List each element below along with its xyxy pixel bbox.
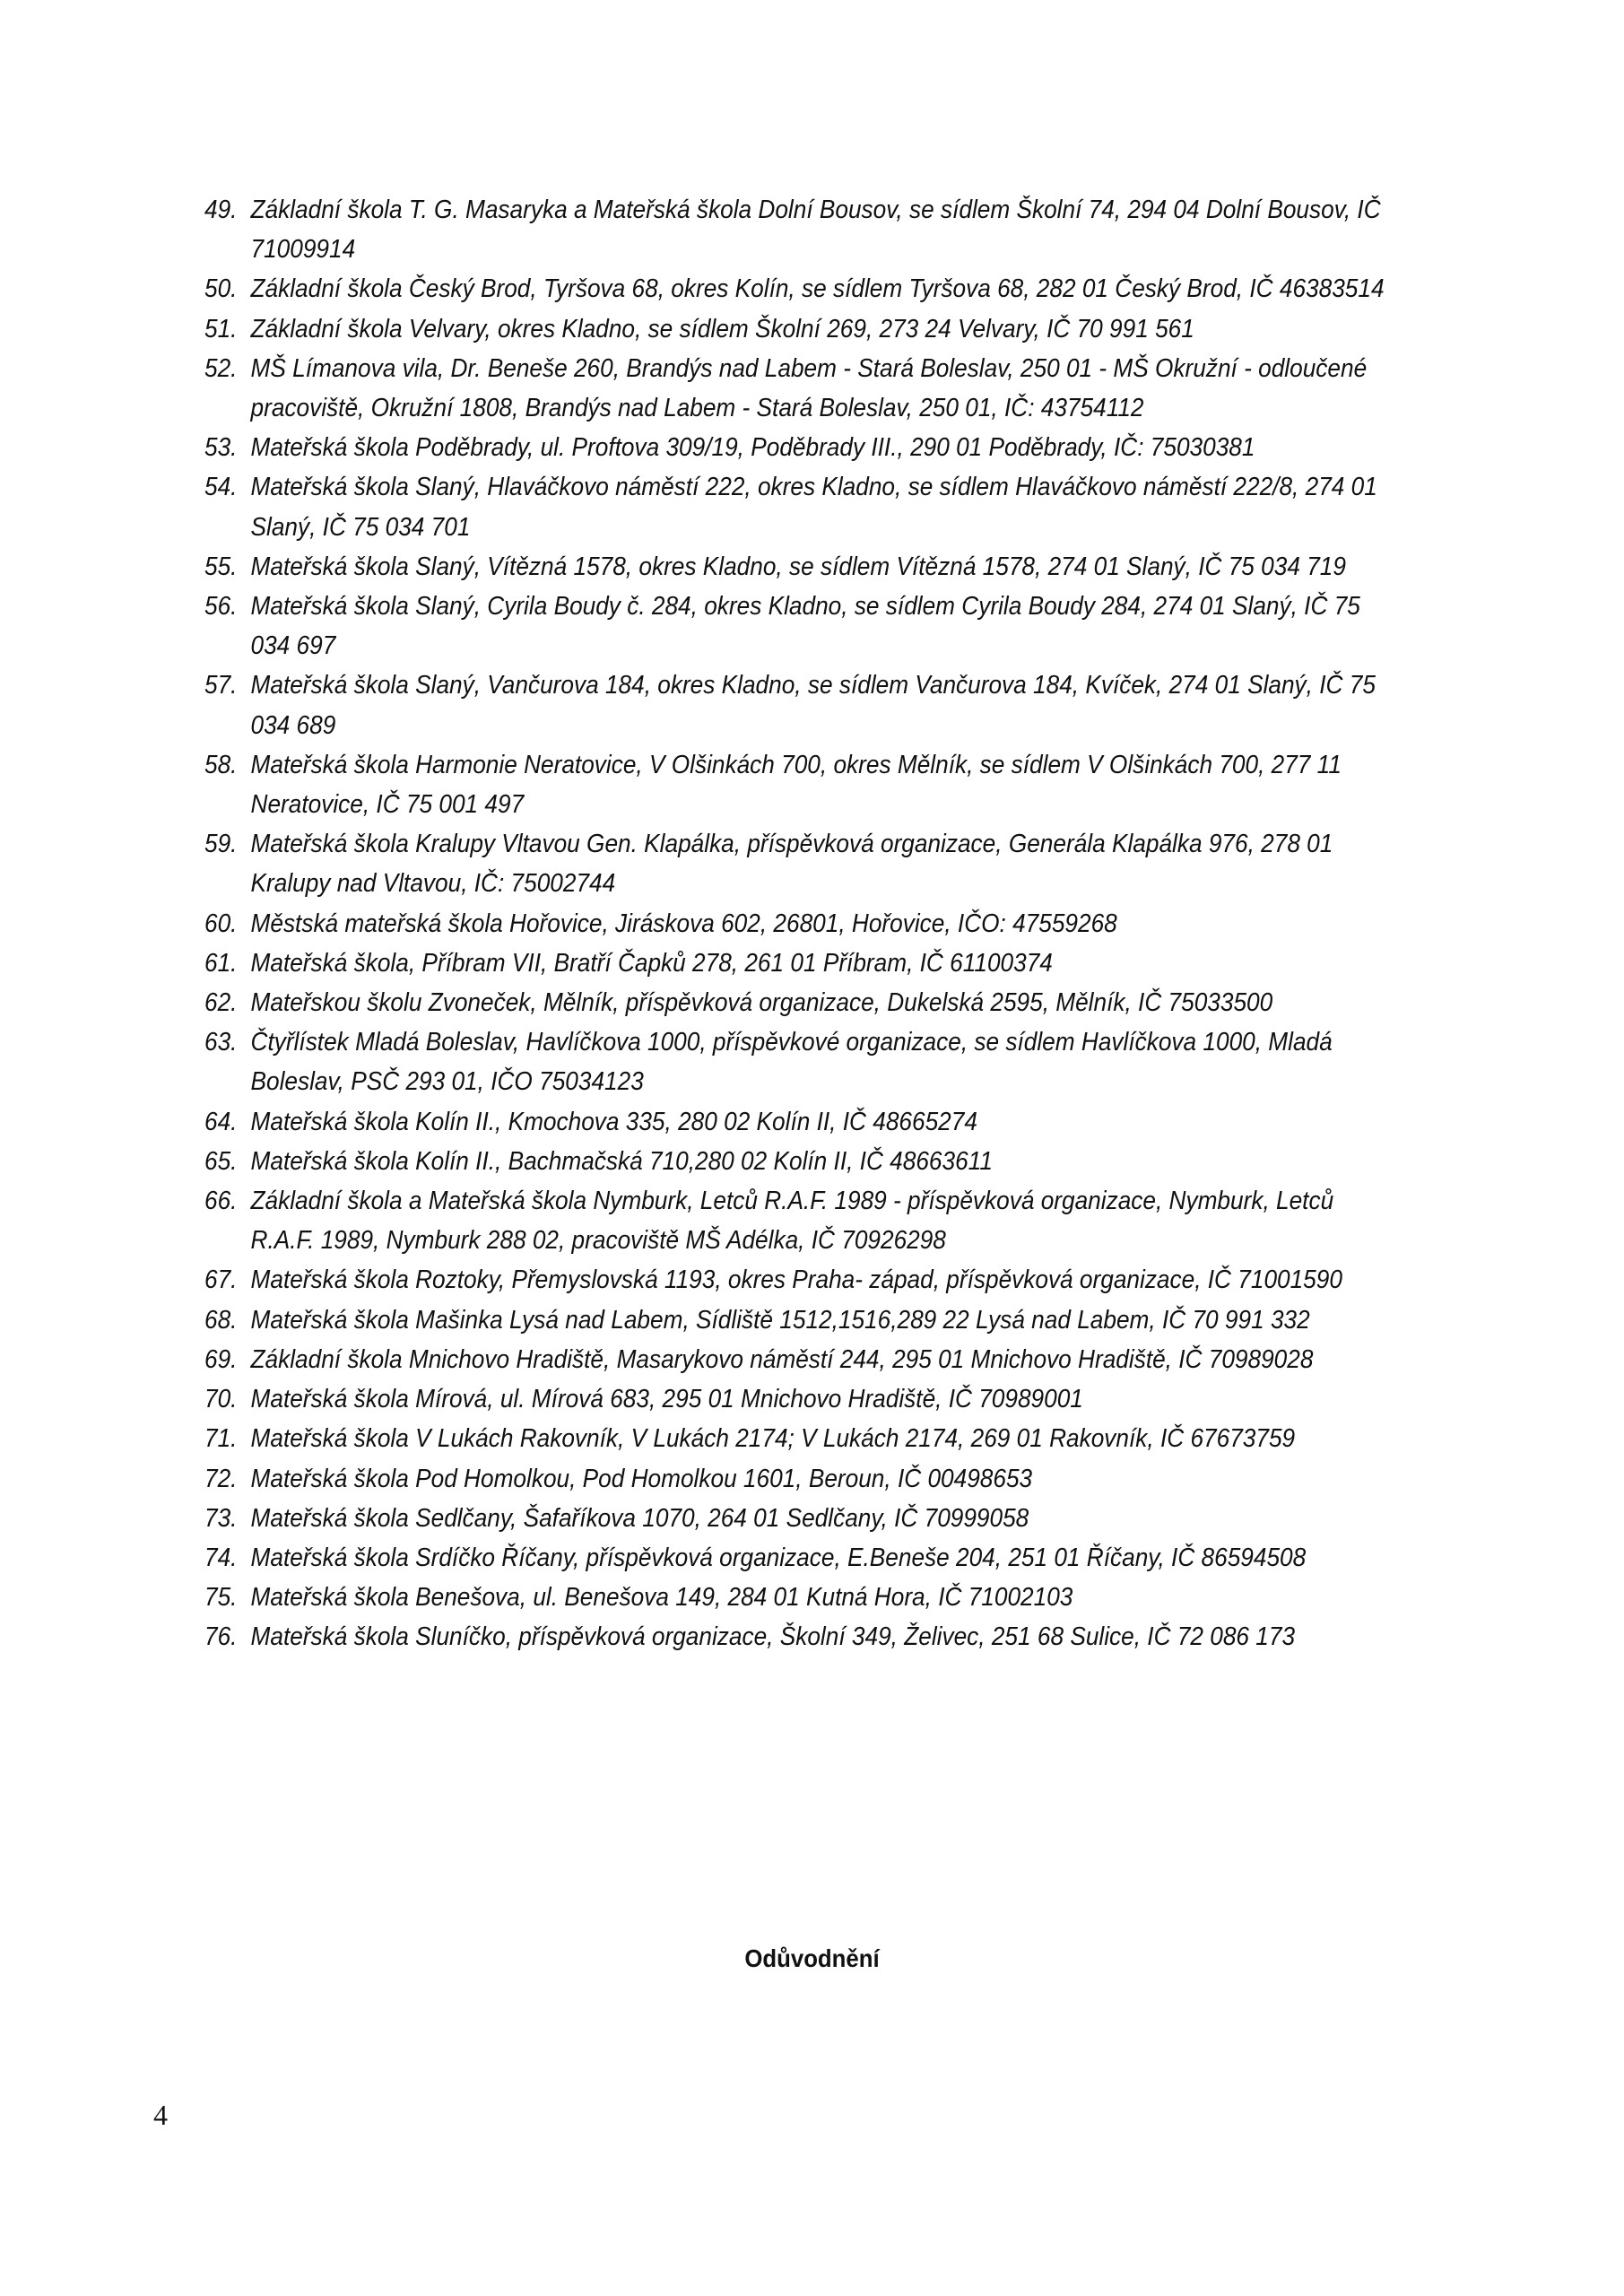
item-number: 65. (204, 1146, 238, 1176)
item-text: Čtyřlístek Mladá Boleslav, Havlíčkova 1000, příspěvkové organizace, se sídlem Havlíčkova 1000, Mladá Boleslav, PSČ 293 01, IČO 75034123 (250, 1028, 1333, 1097)
item-text: Mateřská škola Poděbrady, ul. Proftova 309/19, Poděbrady III., 290 01 Poděbrady, IČ: 75030381 (250, 433, 1255, 463)
item-number: 74. (204, 1543, 238, 1572)
item-number: 69. (204, 1344, 238, 1374)
item-text: Mateřskou školu Zvoneček, Mělník, příspěvková organizace, Dukelská 2595, Mělník, IČ 75033500 (250, 988, 1273, 1018)
item-number: 70. (204, 1385, 238, 1414)
item-number: 60. (204, 909, 238, 938)
list-item (204, 190, 1385, 269)
list-item (204, 944, 1385, 983)
item-number: 76. (204, 1622, 238, 1652)
list-item (204, 1300, 1385, 1340)
item-text: Mateřská škola Kolín II., Bachmačská 710,280 02 Kolín II, IČ 48663611 (250, 1146, 993, 1176)
section-heading: Odůvodnění (744, 1944, 880, 1972)
list-item (204, 904, 1385, 944)
item-number: 75. (204, 1583, 238, 1613)
item-text: Mateřská škola Slaný, Cyrila Boudy č. 284, okres Kladno, se sídlem Cyrila Boudy 284, 274 01 Slaný, IČ 75 034 697 (250, 592, 1360, 661)
item-number: 54. (204, 473, 238, 502)
item-text: Mateřská škola Mašinka Lysá nad Labem, Sídliště 1512,1516,289 22 Lysá nad Labem, IČ 70 991 332 (250, 1305, 1310, 1335)
item-number: 64. (204, 1107, 238, 1136)
list-item (204, 1419, 1385, 1458)
list-item (204, 1499, 1385, 1538)
item-text: Základní škola Český Brod, Tyršova 68, okres Kolín, se sídlem Tyršova 68, 282 01 Český Brod, IČ 46383514 (250, 274, 1385, 304)
item-number: 68. (204, 1305, 238, 1335)
item-number: 56. (204, 592, 238, 622)
item-text: Mateřská škola Sedlčany, Šafaříkova 1070, 264 01 Sedlčany, IČ 70999058 (250, 1503, 1029, 1533)
list-item (204, 745, 1385, 824)
list-item (204, 1617, 1385, 1657)
item-text: Mateřská škola Pod Homolkou, Pod Homolkou 1601, Beroun, IČ 00498653 (250, 1464, 1033, 1493)
item-text: Základní škola Velvary, okres Kladno, se sídlem Školní 269, 273 24 Velvary, IČ 70 991 561 (250, 314, 1194, 344)
item-text: Základní škola T. G. Masaryka a Mateřská škola Dolní Bousov, se sídlem Školní 74, 294 04 Dolní Bousov, IČ 71009914 (250, 196, 1381, 265)
list-item (204, 428, 1385, 467)
list-item (204, 824, 1385, 903)
list-item (204, 467, 1385, 546)
item-number: 58. (204, 750, 238, 779)
list-item (204, 665, 1385, 744)
item-number: 57. (204, 671, 238, 700)
item-text: Mateřská škola Harmonie Neratovice, V Olšinkách 700, okres Mělník, se sídlem V Olšinkách 700, 277 11 Neratovice, IČ 75 001 497 (250, 750, 1342, 820)
school-list (204, 190, 1385, 1657)
list-item (204, 983, 1385, 1022)
item-number: 61. (204, 948, 238, 978)
item-text: Mateřská škola Benešova, ul. Benešova 149, 284 01 Kutná Hora, IČ 71002103 (250, 1583, 1073, 1613)
item-text: Mateřská škola Slaný, Vítězná 1578, okres Kladno, se sídlem Vítězná 1578, 274 01 Slaný, IČ 75 034 719 (250, 552, 1346, 581)
list-item (204, 587, 1385, 665)
item-text: Základní škola Mnichovo Hradiště, Masarykovo náměstí 244, 295 01 Mnichovo Hradiště, IČ 70989028 (250, 1344, 1314, 1374)
item-text: Mateřská škola Roztoky, Přemyslovská 1193, okres Praha- západ, příspěvková organizace, IČ 71001590 (250, 1265, 1342, 1295)
item-text: Mateřská škola Mírová, ul. Mírová 683, 295 01 Mnichovo Hradiště, IČ 70989001 (250, 1385, 1083, 1414)
item-number: 53. (204, 433, 238, 463)
item-text: Mateřská škola Kralupy Vltavou Gen. Klapálka, příspěvková organizace, Generála Klapálka 976, 278 01 Kralupy nad Vltavou, IČ: 75002744 (250, 830, 1333, 899)
list-item (204, 1578, 1385, 1617)
list-item (204, 309, 1385, 349)
item-text: Mateřská škola Sluníčko, příspěvková organizace, Školní 349, Želivec, 251 68 Sulice, IČ 72 086 173 (250, 1622, 1296, 1652)
item-number: 62. (204, 988, 238, 1018)
item-text: MŠ Límanova vila, Dr. Beneše 260, Brandýs nad Labem - Stará Boleslav, 250 01 - MŠ Okružní - odloučené pracoviště, Okružní 1808, Brandýs nad Labem - Stará Boleslav, 250 01, IČ: 43754112 (250, 353, 1368, 423)
item-text: Městská mateřská škola Hořovice, Jiráskova 602, 26801, Hořovice, IČO: 47559268 (250, 909, 1117, 938)
list-item (204, 1181, 1385, 1260)
item-number: 52. (204, 353, 238, 383)
list-item (204, 1142, 1385, 1181)
list-item (204, 1260, 1385, 1300)
item-text: Mateřská škola Slaný, Vančurova 184, okres Kladno, se sídlem Vančurova 184, Kvíček, 274 01 Slaný, IČ 75 034 689 (250, 671, 1376, 740)
item-number: 72. (204, 1464, 238, 1493)
item-number: 50. (204, 274, 238, 304)
item-text: Mateřská škola Kolín II., Kmochova 335, 280 02 Kolín II, IČ 48665274 (250, 1107, 977, 1136)
list-item (204, 1379, 1385, 1419)
list-item (204, 1340, 1385, 1379)
item-number: 59. (204, 830, 238, 859)
item-number: 66. (204, 1187, 238, 1216)
item-number: 63. (204, 1028, 238, 1057)
item-number: 67. (204, 1265, 238, 1295)
item-text: Mateřská škola Slaný, Hlaváčkovo náměstí 222, okres Kladno, se sídlem Hlaváčkovo náměstí 222/8, 274 01 Slaný, IČ 75 034 701 (250, 473, 1377, 542)
item-number: 73. (204, 1503, 238, 1533)
list-item (204, 1102, 1385, 1142)
list-item (204, 269, 1385, 309)
item-number: 55. (204, 552, 238, 581)
item-number: 49. (204, 196, 238, 224)
item-text: Mateřská škola Srdíčko Říčany, příspěvková organizace, E.Beneše 204, 251 01 Říčany, IČ 86594508 (250, 1543, 1307, 1572)
item-number: 51. (204, 314, 238, 344)
item-text: Mateřská škola, Příbram VII, Bratří Čapků 278, 261 01 Příbram, IČ 61100374 (250, 948, 1053, 978)
list-item (204, 1538, 1385, 1578)
item-number: 71. (204, 1424, 238, 1454)
list-item (204, 349, 1385, 428)
list-item (204, 1459, 1385, 1499)
list-item (204, 547, 1385, 587)
item-text: Základní škola a Mateřská škola Nymburk, Letců R.A.F. 1989 - příspěvková organizace, Nymburk, Letců R.A.F. 1989, Nymburk 288 02, pracoviště MŠ Adélka, IČ 70926298 (250, 1187, 1334, 1256)
list-item (204, 1022, 1385, 1101)
page-number: 4 (153, 2099, 168, 2131)
item-text: Mateřská škola V Lukách Rakovník, V Lukách 2174; V Lukách 2174, 269 01 Rakovník, IČ 67673759 (250, 1424, 1296, 1454)
